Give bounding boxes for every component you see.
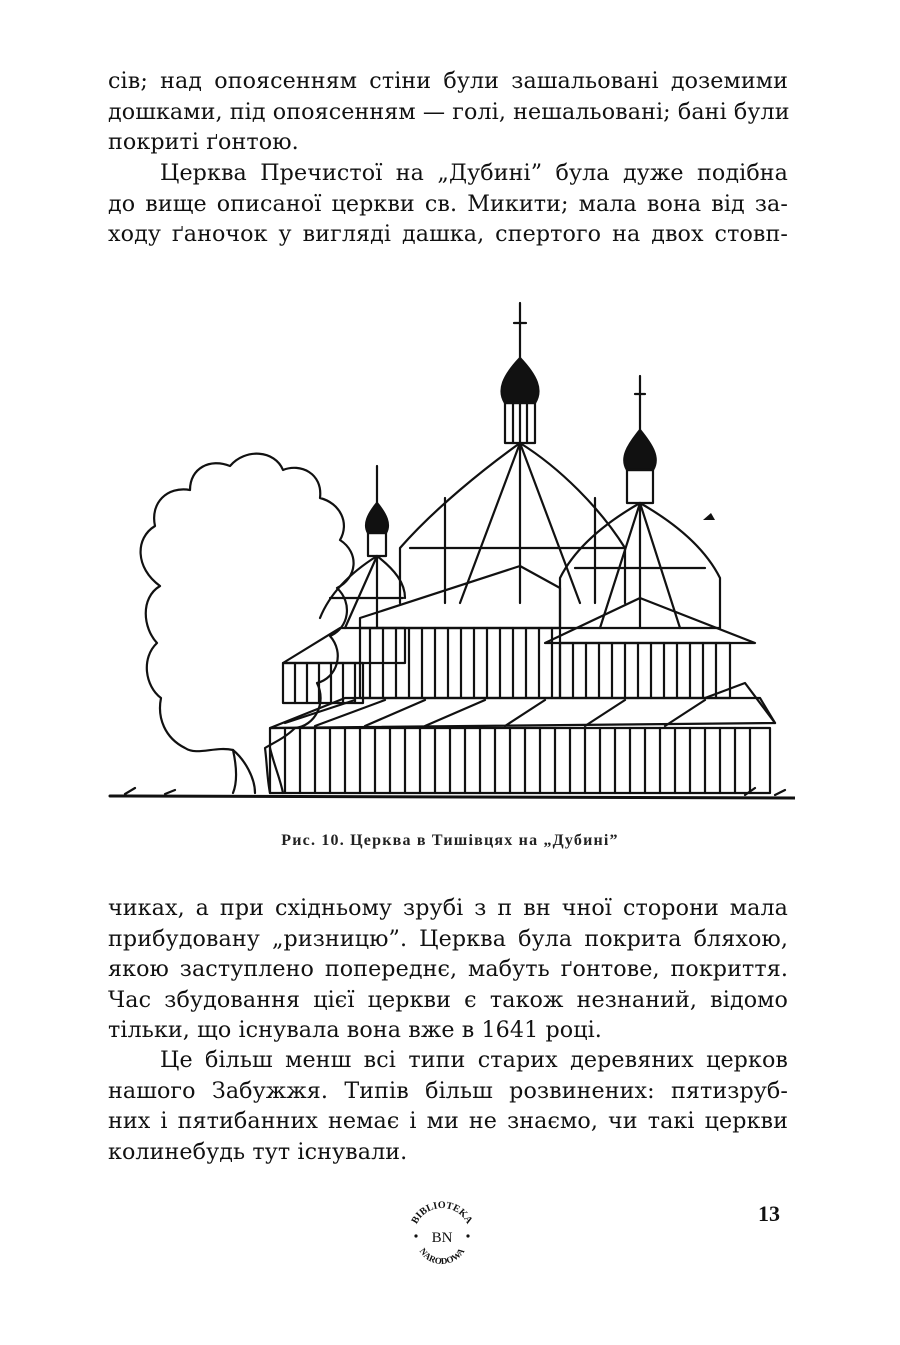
paragraph-1 xyxy=(108,66,788,158)
paragraph-2 xyxy=(108,158,788,250)
left-lantern xyxy=(368,533,386,556)
left-tier-roof xyxy=(283,628,405,663)
page-number: 13 xyxy=(758,1201,780,1226)
central-lantern-ribs xyxy=(513,403,527,443)
figure-caption: Рис. 10. Церква в Тишівцях на „Дубині” xyxy=(281,832,619,849)
text-line: якою заступлено попереднє, мабуть ґонтове, покриття. xyxy=(108,956,788,982)
right-wall-planks xyxy=(573,643,716,698)
text-line: Час збудовання цієї церкви є також незнаний, відомо xyxy=(108,986,788,1013)
text-line: до вище описаної церкви св. Микити; мала вона від за- xyxy=(108,190,788,217)
church-illustration xyxy=(105,298,795,813)
svg-text:BN: BN xyxy=(431,1230,453,1246)
text-line: Церква Пречистої на „Дубині” була дуже подібна xyxy=(160,160,788,186)
text-line: сів; над опоясенням стіни були зашальовані доземими xyxy=(108,68,788,94)
text-line: покриті ґонтою. xyxy=(108,129,299,155)
text-line: Це більш менш всі типи старих деревяних церков xyxy=(160,1047,788,1073)
paragraph-4 xyxy=(108,1045,788,1167)
left-cupola xyxy=(366,503,388,533)
right-cupola xyxy=(624,430,656,470)
central-cross xyxy=(514,303,526,358)
central-cupola xyxy=(501,358,538,403)
bird-mark xyxy=(703,513,715,520)
text-line: нашого Забужжя. Типів більш розвинених: пятизруб- xyxy=(108,1077,788,1104)
right-tier-roof xyxy=(545,598,755,643)
ground-line xyxy=(110,796,795,798)
library-stamp-logo xyxy=(404,1198,480,1274)
text-line: них і пятибанних немає і ми не знаємо, чи такі церкви xyxy=(108,1108,788,1134)
right-lantern xyxy=(627,470,653,503)
right-cross xyxy=(635,376,645,430)
svg-text:NARODOWA: NARODOWA xyxy=(417,1246,467,1267)
text-line: тільки, що існувала вона вже в 1641 році. xyxy=(108,1017,602,1043)
text-line: ходу ґаночок у вигляді дашка, спертого на двох стовп- xyxy=(108,221,788,247)
central-dome-ribs xyxy=(410,443,625,603)
tree-outline xyxy=(141,454,354,793)
text-line: дошками, під опоясенням — голі, нешальовані; бані були xyxy=(108,98,790,125)
text-line: чиках, а при східньому зрубі з п вн чної сторони мала xyxy=(108,895,788,921)
central-dome xyxy=(400,443,625,603)
tree-trunk xyxy=(233,748,283,793)
paragraph-3 xyxy=(108,893,788,1046)
svg-text:BIBLIOTEKA: BIBLIOTEKA xyxy=(409,1199,475,1226)
text-line: колинебудь тут існували. xyxy=(108,1138,408,1165)
text-line: прибудовану „ризницю”. Церква була покрита бляхою, xyxy=(108,925,788,952)
lower-wall-planks xyxy=(285,728,750,793)
